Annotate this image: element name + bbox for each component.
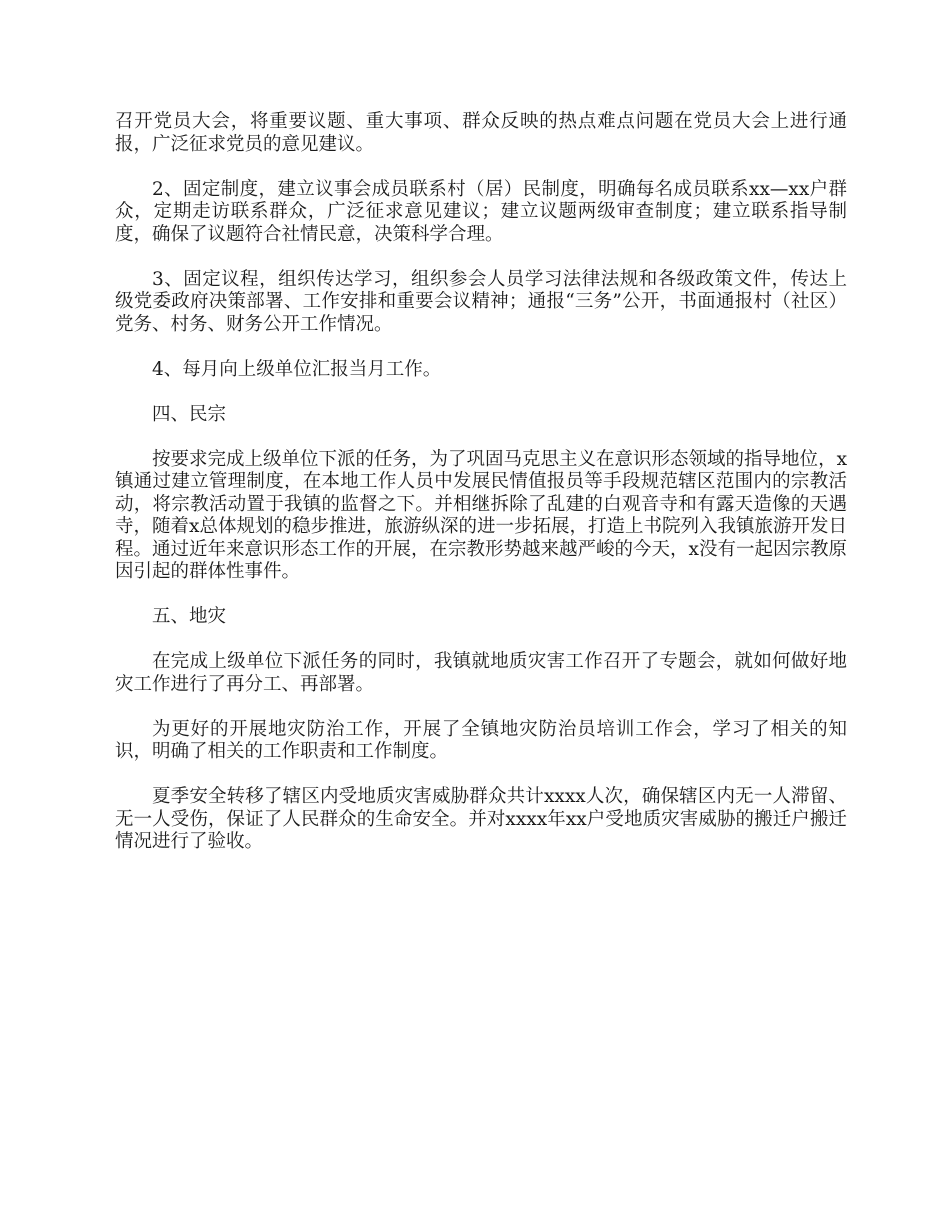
paragraph-item-3: 3、固定议程，组织传达学习，组织参会人员学习法律法规和各级政策文件，传达上级党委政府决策部署、工作安排和重要会议精神；通报“三务”公开，书面通报村（社区）党务、村务、财务公开工作情况。	[115, 268, 847, 335]
paragraph-item-2: 2、固定制度，建立议事会成员联系村（居）民制度，明确每名成员联系xx—xx户群众，定期走访联系群众，广泛征求意见建议；建立议题两级审查制度；建立联系指导制度，确保了议题符合社情民意，决策科学合理。	[115, 178, 847, 245]
paragraph-minzong: 按要求完成上级单位下派的任务，为了巩固马克思主义在意识形态领域的指导地位，x镇通过建立管理制度，在本地工作人员中发展民情值报员等手段规范辖区范围内的宗教活动，将宗教活动置于我镇的监督之下。并相继拆除了乱建的白观音寺和有露天造像的天遇寺，随着x总体规划的稳步推进，旅游纵深的进一步拓展，打造上书院列入我镇旅游开发日程。通过近年来意识形态工作的开展，在宗教形势越来越严峻的今天，x没有一起因宗教原因引起的群体性事件。	[115, 448, 847, 582]
paragraph-dizai-3: 夏季安全转移了辖区内受地质灾害威胁群众共计xxxx人次，确保辖区内无一人滞留、无一人受伤，保证了人民群众的生命安全。并对xxxx年xx户受地质灾害威胁的搬迁户搬迁情况进行了验收。	[115, 786, 847, 852]
paragraph-dizai-2: 为更好的开展地灾防治工作，开展了全镇地灾防治员培训工作会，学习了相关的知识，明确了相关的工作职责和工作制度。	[115, 718, 847, 762]
document-body	[115, 111, 847, 876]
paragraph-dizai-1: 在完成上级单位下派任务的同时，我镇就地质灾害工作召开了专题会，就如何做好地灾工作进行了再分工、再部署。	[115, 651, 847, 695]
section-heading-dizai: 五、地灾	[152, 606, 227, 627]
section-heading-minzong: 四、民宗	[152, 403, 227, 425]
paragraph-item-4: 4、每月向上级单位汇报当月工作。	[152, 358, 442, 380]
paragraph-continuation: 召开党员大会，将重要议题、重大事项、群众反映的热点难点问题在党员大会上进行通报，广泛征求党员的意见建议。	[115, 111, 847, 155]
